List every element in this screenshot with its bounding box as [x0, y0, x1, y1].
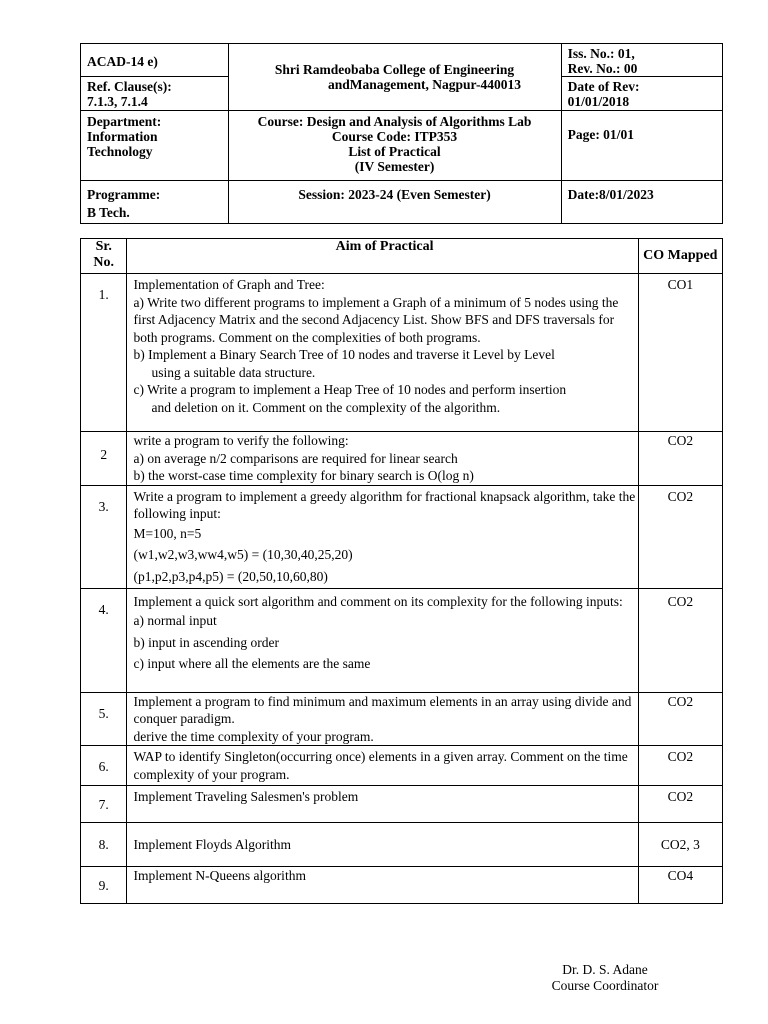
sr-value: 9.: [98, 878, 109, 893]
programme-cell: [81, 181, 229, 224]
date-of-rev-value: 01/01/2018: [567, 94, 630, 109]
co-cell: [638, 786, 722, 823]
sr-cell: [81, 274, 127, 432]
page-number: Page: 01/01: [567, 127, 634, 142]
aim-cell: [127, 485, 638, 588]
aim-line: Implementation of Graph and Tree:: [133, 277, 325, 292]
sr-value: 3.: [98, 498, 109, 514]
sr-value: 6.: [98, 759, 109, 774]
programme-value: B Tech.: [87, 205, 130, 220]
aim-line: Implement N-Queens algorithm: [133, 868, 306, 883]
aim-line: b) Implement a Binary Search Tree of 10 nodes and traverse it Level by Level: [133, 347, 555, 362]
sr-value: 7.: [98, 797, 109, 812]
sr-value: 4.: [98, 601, 109, 617]
sr-cell: [81, 692, 127, 746]
department-value-line1: Information: [87, 129, 158, 144]
practical-list-table: [80, 238, 723, 904]
ref-clause-label: Ref. Clause(s):: [87, 79, 172, 94]
coordinator-name: Dr. D. S. Adane: [562, 962, 648, 977]
aim-line: Implement a quick sort algorithm and comment on its complexity for the following inputs:: [133, 593, 623, 609]
ref-clause-value: 7.1.3, 7.1.4: [87, 94, 148, 109]
aim-cell: [127, 823, 638, 867]
aim-line: Implement Traveling Salesmen's problem: [133, 789, 359, 804]
aim-line: derive the time complexity of your program.: [133, 728, 374, 744]
semester: (IV Semester): [354, 159, 435, 174]
table-row: [81, 867, 723, 904]
co-value: CO2: [667, 593, 694, 609]
course-code: Course Code: ITP353: [331, 129, 458, 144]
sr-cell: [81, 823, 127, 867]
sr-cell: [81, 485, 127, 588]
aim-line: b) input in ascending order: [133, 634, 279, 650]
table-row: [81, 485, 723, 588]
aim-line: (p1,p2,p3,p4,p5) = (20,50,10,60,80): [133, 568, 328, 584]
co-value: CO2: [667, 749, 694, 764]
co-value: CO1: [667, 277, 694, 292]
aim-line: (w1,w2,w3,ww4,w5) = (10,30,40,25,20): [133, 547, 353, 562]
doc-code: ACAD-14 e): [87, 54, 158, 69]
aim-line: a) on average n/2 comparisons are required for linear search: [133, 450, 458, 466]
co-mapped-header: [638, 239, 722, 274]
table-row: [81, 823, 723, 867]
doc-code-cell: [81, 44, 229, 77]
aim-line: write a program to verify the following:: [133, 433, 349, 448]
aim-line: Implement Floyds Algorithm: [133, 836, 291, 852]
table-row: [81, 746, 723, 786]
issue-number: Iss. No.: 01,: [567, 46, 635, 61]
date-of-rev-label: Date of Rev:: [567, 79, 640, 94]
co-cell: [638, 274, 722, 432]
session-cell: [228, 181, 561, 224]
college-name-line1: Shri Ramdeobaba College of Engineering: [274, 62, 515, 77]
aim-line: c) input where all the elements are the same: [133, 656, 371, 671]
department-value-line2: Technology: [87, 144, 153, 159]
co-cell: [638, 746, 722, 786]
co-cell: [638, 692, 722, 746]
aim-line: b) the worst-case time complexity for binary search is O(log n): [133, 468, 474, 483]
aim-header-label: Aim of Practical: [335, 239, 434, 254]
coordinator-role: Course Coordinator: [551, 978, 659, 993]
sr-value: 8.: [98, 836, 109, 852]
sr-no-header: [81, 239, 127, 274]
aim-header: [127, 239, 638, 274]
co-value: CO2, 3: [660, 836, 700, 852]
department-cell: [81, 111, 229, 181]
aim-line: a) Write two different programs to implement a Graph of a minimum of 5 nodes using the first Adjacency Matrix and the second Adjacency List. Show BFS and DFS traversals for both programs. Comment on the complexities of both programs.: [133, 294, 619, 345]
date-cell: [561, 181, 722, 224]
aim-cell: [127, 432, 638, 486]
sr-header-line1: Sr.: [95, 239, 112, 254]
co-value: CO4: [667, 868, 694, 883]
aim-line: WAP to identify Singleton(occurring once) elements in a given array. Comment on the time complexity of your program.: [133, 749, 628, 782]
aim-cell: [127, 692, 638, 746]
document-date: Date:8/01/2023: [567, 187, 654, 202]
sr-cell: [81, 746, 127, 786]
sr-value: 1.: [98, 287, 109, 302]
aim-cell: [127, 786, 638, 823]
table-row: [81, 786, 723, 823]
department-label: Department:: [87, 114, 162, 129]
sr-cell: [81, 786, 127, 823]
sr-header-line2: No.: [93, 255, 115, 270]
co-cell: [638, 867, 722, 904]
revision-number: Rev. No.: 00: [567, 61, 638, 76]
list-title: List of Practical: [348, 144, 441, 159]
course-name: Course: Design and Analysis of Algorithms Lab: [257, 114, 532, 129]
co-value: CO2: [667, 488, 694, 504]
issue-rev-cell: [561, 44, 722, 77]
aim-cell: [127, 746, 638, 786]
date-of-rev-cell: [561, 77, 722, 111]
aim-line: using a suitable data structure.: [151, 364, 316, 380]
aim-line: Implement a program to find minimum and maximum elements in an array using divide and conquer paradigm.: [133, 693, 632, 726]
table-row: [81, 588, 723, 692]
ref-clause-cell: [81, 77, 229, 111]
co-header-label: CO Mapped: [643, 248, 718, 263]
signature-block: [540, 962, 670, 994]
aim-line: M=100, n=5: [133, 525, 202, 541]
table-row: [81, 692, 723, 746]
co-value: CO2: [667, 693, 694, 709]
co-value: CO2: [667, 433, 694, 448]
aim-cell: [127, 867, 638, 904]
sr-cell: [81, 867, 127, 904]
session: Session: 2023-24 (Even Semester): [298, 187, 491, 202]
document-header-table: [80, 43, 723, 224]
co-cell: [638, 588, 722, 692]
programme-label: Programme:: [87, 187, 161, 202]
aim-cell: [127, 588, 638, 692]
aim-line: c) Write a program to implement a Heap Tree of 10 nodes and perform insertion: [133, 382, 567, 397]
table-row: [81, 274, 723, 432]
aim-line: a) normal input: [133, 613, 217, 628]
aim-line: Write a program to implement a greedy algorithm for fractional knapsack algorithm, take the following input:: [133, 488, 636, 521]
sr-value: 5.: [98, 705, 109, 721]
page-number-cell: [561, 111, 722, 181]
co-cell: [638, 485, 722, 588]
co-cell: [638, 432, 722, 486]
co-value: CO2: [667, 789, 694, 804]
course-info-cell: [228, 111, 561, 181]
college-name-cell: [228, 44, 561, 111]
co-cell: [638, 823, 722, 867]
table-row: [81, 432, 723, 486]
sr-cell: [81, 432, 127, 486]
sr-cell: [81, 588, 127, 692]
college-name-line2: andManagement, Nagpur-440013: [328, 77, 522, 92]
aim-line: and deletion on it. Comment on the complexity of the algorithm.: [151, 399, 501, 415]
sr-value: 2: [100, 447, 108, 462]
aim-cell: [127, 274, 638, 432]
